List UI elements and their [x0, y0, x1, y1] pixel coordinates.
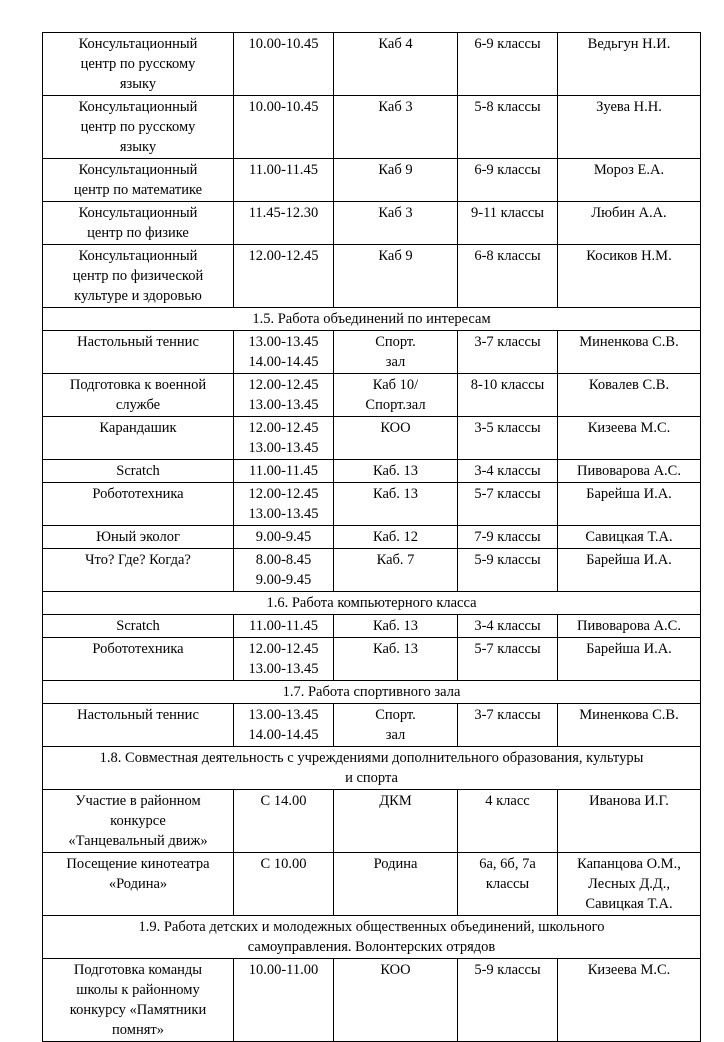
- cell-person: [558, 460, 701, 483]
- cell-place: [334, 159, 458, 202]
- cell-person: [558, 526, 701, 549]
- grades-text: 8-10 классы: [470, 377, 545, 393]
- grades-text: 6а, 6б, 7а: [479, 856, 536, 872]
- place-text: Каб. 12: [372, 529, 419, 545]
- place-text: КОО: [380, 962, 411, 978]
- time-text: 10.00-11.00: [248, 962, 319, 978]
- person-text: Савицкая Т.А.: [585, 896, 673, 912]
- grades-text: 6-9 классы: [474, 162, 541, 178]
- place-text: зал: [385, 354, 406, 370]
- activity-text: Scratch: [116, 618, 160, 634]
- section-header-row: [43, 592, 701, 615]
- cell-place: [334, 331, 458, 374]
- cell-time: [234, 853, 334, 916]
- activity-text: центр по физике: [87, 225, 189, 241]
- cell-activity: [43, 959, 234, 1042]
- cell-place: [334, 202, 458, 245]
- table-row: [43, 374, 701, 417]
- table-row: [43, 526, 701, 549]
- person-text: Зуева Н.Н.: [596, 99, 662, 115]
- cell-grades: [458, 96, 558, 159]
- cell-time: [234, 549, 334, 592]
- cell-person: [558, 549, 701, 592]
- cell-activity: [43, 331, 234, 374]
- table-row: [43, 96, 701, 159]
- cell-activity: [43, 417, 234, 460]
- cell-person: [558, 202, 701, 245]
- cell-place: [334, 959, 458, 1042]
- activity-text: Юный эколог: [96, 529, 180, 545]
- activity-text: «Родина»: [108, 876, 168, 892]
- activity-text: культуре и здоровью: [74, 288, 202, 304]
- grades-text: 6-9 классы: [474, 36, 541, 52]
- cell-person: [558, 331, 701, 374]
- cell-grades: [458, 331, 558, 374]
- activity-text: центр по физической: [72, 268, 204, 284]
- cell-activity: [43, 790, 234, 853]
- grades-text: 3-4 классы: [474, 618, 541, 634]
- time-text: 12.00-12.45: [248, 248, 319, 264]
- cell-grades: [458, 33, 558, 96]
- time-text: 14.00-14.45: [248, 354, 319, 370]
- cell-time: [234, 704, 334, 747]
- place-text: Спорт.: [375, 707, 416, 723]
- place-text: ДКМ: [379, 793, 412, 809]
- section-title-line: 1.7. Работа спортивного зала: [282, 684, 461, 700]
- section-title-line: и спорта: [345, 770, 398, 786]
- place-text: Каб. 13: [372, 463, 419, 479]
- activity-text: Настольный теннис: [77, 707, 199, 723]
- person-text: Капанцова О.М.,: [577, 856, 681, 872]
- table-row: [43, 245, 701, 308]
- time-text: 12.00-12.45: [248, 486, 319, 502]
- activity-text: языку: [119, 76, 157, 92]
- activity-text: Подготовка к военной: [69, 377, 207, 393]
- person-text: Барейша И.А.: [586, 641, 672, 657]
- grades-text: 5-9 классы: [474, 552, 541, 568]
- place-text: Каб 9: [378, 162, 413, 178]
- activity-text: центр по русскому: [80, 119, 196, 135]
- cell-grades: [458, 159, 558, 202]
- cell-grades: [458, 790, 558, 853]
- cell-grades: [458, 615, 558, 638]
- cell-time: [234, 638, 334, 681]
- time-text: 12.00-12.45: [248, 641, 319, 657]
- cell-time: [234, 245, 334, 308]
- cell-activity: [43, 202, 234, 245]
- cell-person: [558, 417, 701, 460]
- cell-time: [234, 483, 334, 526]
- cell-place: [334, 853, 458, 916]
- time-text: 13.00-13.45: [248, 707, 319, 723]
- cell-activity: [43, 638, 234, 681]
- activity-text: Консультационный: [78, 162, 198, 178]
- cell-person: [558, 33, 701, 96]
- place-text: Каб 10/: [372, 377, 419, 393]
- cell-person: [558, 790, 701, 853]
- table-row: [43, 853, 701, 916]
- table-row: [43, 33, 701, 96]
- cell-person: [558, 374, 701, 417]
- grades-text: классы: [485, 876, 530, 892]
- section-header-row: [43, 308, 701, 331]
- cell-place: [334, 460, 458, 483]
- grades-text: 3-7 классы: [474, 334, 541, 350]
- activity-text: школы к районному: [76, 982, 200, 998]
- cell-place: [334, 526, 458, 549]
- section-title: [43, 592, 701, 615]
- cell-place: [334, 790, 458, 853]
- cell-grades: [458, 417, 558, 460]
- cell-activity: [43, 460, 234, 483]
- time-text: С 14.00: [260, 793, 307, 809]
- place-text: Спорт.: [375, 334, 416, 350]
- time-text: 11.00-11.45: [248, 618, 318, 634]
- time-text: 9.00-9.45: [255, 572, 312, 588]
- cell-person: [558, 615, 701, 638]
- grades-text: 5-7 классы: [474, 641, 541, 657]
- cell-activity: [43, 483, 234, 526]
- cell-person: [558, 704, 701, 747]
- grades-text: 6-8 классы: [474, 248, 541, 264]
- grades-text: 4 класс: [485, 793, 530, 809]
- activity-text: «Танцевальный движ»: [68, 833, 208, 849]
- person-text: Барейша И.А.: [586, 486, 672, 502]
- place-text: зал: [385, 727, 406, 743]
- person-text: Пивоварова А.С.: [577, 618, 681, 634]
- activity-text: Карандашик: [99, 420, 177, 436]
- place-text: Каб. 13: [372, 618, 419, 634]
- cell-time: [234, 526, 334, 549]
- person-text: Миненкова С.В.: [579, 334, 679, 350]
- activity-text: Участие в районном: [75, 793, 201, 809]
- activity-text: Посещение кинотеатра: [66, 856, 210, 872]
- place-text: Каб. 13: [372, 486, 419, 502]
- grades-text: 7-9 классы: [474, 529, 541, 545]
- cell-activity: [43, 159, 234, 202]
- cell-place: [334, 417, 458, 460]
- cell-place: [334, 33, 458, 96]
- cell-grades: [458, 245, 558, 308]
- cell-place: [334, 245, 458, 308]
- activity-text: Консультационный: [78, 248, 198, 264]
- cell-grades: [458, 959, 558, 1042]
- person-text: Кизеева М.С.: [587, 962, 671, 978]
- cell-person: [558, 853, 701, 916]
- cell-place: [334, 96, 458, 159]
- activity-text: Робототехника: [92, 641, 184, 657]
- time-text: 9.00-9.45: [255, 529, 312, 545]
- section-title: [43, 681, 701, 704]
- time-text: 13.00-13.45: [248, 506, 319, 522]
- cell-grades: [458, 460, 558, 483]
- section-header-row: [43, 681, 701, 704]
- grades-text: 3-7 классы: [474, 707, 541, 723]
- table-row: [43, 159, 701, 202]
- place-text: Каб. 13: [372, 641, 419, 657]
- activity-text: языку: [119, 139, 157, 155]
- table-row: [43, 202, 701, 245]
- schedule-body: [43, 33, 701, 1042]
- table-row: [43, 549, 701, 592]
- table-row: [43, 790, 701, 853]
- cell-activity: [43, 526, 234, 549]
- cell-person: [558, 159, 701, 202]
- person-text: Миненкова С.В.: [579, 707, 679, 723]
- person-text: Ковалев С.В.: [588, 377, 670, 393]
- person-text: Косиков Н.М.: [586, 248, 672, 264]
- place-text: Спорт.зал: [365, 397, 426, 413]
- section-header-row: [43, 916, 701, 959]
- activity-text: Scratch: [116, 463, 160, 479]
- table-row: [43, 483, 701, 526]
- cell-grades: [458, 638, 558, 681]
- cell-person: [558, 245, 701, 308]
- activity-text: Подготовка команды: [73, 962, 203, 978]
- table-row: [43, 417, 701, 460]
- cell-activity: [43, 853, 234, 916]
- section-title: [43, 747, 701, 790]
- cell-person: [558, 96, 701, 159]
- time-text: 13.00-13.45: [248, 661, 319, 677]
- activity-text: Что? Где? Когда?: [85, 552, 191, 568]
- cell-time: [234, 33, 334, 96]
- time-text: 14.00-14.45: [248, 727, 319, 743]
- section-title: [43, 916, 701, 959]
- time-text: 10.00-10.45: [248, 99, 319, 115]
- cell-time: [234, 615, 334, 638]
- time-text: С 10.00: [260, 856, 307, 872]
- time-text: 13.00-13.45: [248, 334, 319, 350]
- cell-activity: [43, 549, 234, 592]
- cell-person: [558, 483, 701, 526]
- grades-text: 5-9 классы: [474, 962, 541, 978]
- activity-text: Настольный теннис: [77, 334, 199, 350]
- table-row: [43, 959, 701, 1042]
- grades-text: 5-8 классы: [474, 99, 541, 115]
- time-text: 11.00-11.45: [248, 463, 318, 479]
- table-row: [43, 460, 701, 483]
- time-text: 11.45-12.30: [248, 205, 319, 221]
- person-text: Барейша И.А.: [586, 552, 672, 568]
- cell-activity: [43, 96, 234, 159]
- cell-grades: [458, 704, 558, 747]
- schedule-table: [42, 32, 701, 1042]
- place-text: Каб. 7: [376, 552, 415, 568]
- cell-activity: [43, 704, 234, 747]
- section-title-line: самоуправления. Волонтерских отрядов: [247, 939, 496, 955]
- section-title: [43, 308, 701, 331]
- time-text: 13.00-13.45: [248, 397, 319, 413]
- cell-time: [234, 959, 334, 1042]
- section-title-line: 1.9. Работа детских и молодежных общественных объединений, школьного: [138, 919, 605, 935]
- cell-person: [558, 959, 701, 1042]
- time-text: 10.00-10.45: [248, 36, 319, 52]
- person-text: Кизеева М.С.: [587, 420, 671, 436]
- activity-text: Консультационный: [78, 99, 198, 115]
- place-text: Родина: [373, 856, 418, 872]
- place-text: Каб 4: [378, 36, 413, 52]
- cell-place: [334, 549, 458, 592]
- cell-time: [234, 331, 334, 374]
- person-text: Ведьгун Н.И.: [587, 36, 671, 52]
- grades-text: 5-7 классы: [474, 486, 541, 502]
- cell-activity: [43, 615, 234, 638]
- place-text: Каб 3: [378, 205, 413, 221]
- cell-time: [234, 460, 334, 483]
- section-title-line: 1.6. Работа компьютерного класса: [266, 595, 477, 611]
- cell-grades: [458, 202, 558, 245]
- cell-grades: [458, 549, 558, 592]
- section-title-line: 1.8. Совместная деятельность с учреждениями дополнительного образования, культуры: [99, 750, 644, 766]
- time-text: 11.00-11.45: [248, 162, 318, 178]
- section-title-line: 1.5. Работа объединений по интересам: [252, 311, 491, 327]
- cell-place: [334, 704, 458, 747]
- cell-grades: [458, 374, 558, 417]
- table-row: [43, 704, 701, 747]
- activity-text: Консультационный: [78, 36, 198, 52]
- cell-place: [334, 638, 458, 681]
- grades-text: 3-4 классы: [474, 463, 541, 479]
- cell-grades: [458, 483, 558, 526]
- person-text: Лесных Д.Д.,: [587, 876, 670, 892]
- grades-text: 3-5 классы: [474, 420, 541, 436]
- person-text: Мороз Е.А.: [593, 162, 665, 178]
- place-text: Каб 3: [378, 99, 413, 115]
- activity-text: центр по математике: [73, 182, 203, 198]
- table-row: [43, 615, 701, 638]
- activity-text: центр по русскому: [80, 56, 196, 72]
- person-text: Любин А.А.: [591, 205, 667, 221]
- place-text: КОО: [380, 420, 411, 436]
- section-header-row: [43, 747, 701, 790]
- activity-text: Робототехника: [92, 486, 184, 502]
- person-text: Савицкая Т.А.: [585, 529, 673, 545]
- cell-grades: [458, 526, 558, 549]
- activity-text: помнят»: [112, 1022, 164, 1038]
- cell-time: [234, 159, 334, 202]
- cell-activity: [43, 33, 234, 96]
- cell-time: [234, 417, 334, 460]
- cell-place: [334, 615, 458, 638]
- time-text: 13.00-13.45: [248, 440, 319, 456]
- place-text: Каб 9: [378, 248, 413, 264]
- activity-text: службе: [115, 397, 161, 413]
- time-text: 12.00-12.45: [248, 377, 319, 393]
- activity-text: конкурсу «Памятники: [69, 1002, 207, 1018]
- time-text: 12.00-12.45: [248, 420, 319, 436]
- cell-person: [558, 638, 701, 681]
- table-row: [43, 331, 701, 374]
- cell-time: [234, 96, 334, 159]
- cell-place: [334, 374, 458, 417]
- cell-activity: [43, 245, 234, 308]
- cell-activity: [43, 374, 234, 417]
- time-text: 8.00-8.45: [255, 552, 312, 568]
- activity-text: Консультационный: [78, 205, 198, 221]
- person-text: Иванова И.Г.: [589, 793, 669, 809]
- table-row: [43, 638, 701, 681]
- activity-text: конкурсе: [110, 813, 166, 829]
- grades-text: 9-11 классы: [471, 205, 544, 221]
- cell-grades: [458, 853, 558, 916]
- cell-time: [234, 202, 334, 245]
- cell-time: [234, 790, 334, 853]
- cell-place: [334, 483, 458, 526]
- person-text: Пивоварова А.С.: [577, 463, 681, 479]
- cell-time: [234, 374, 334, 417]
